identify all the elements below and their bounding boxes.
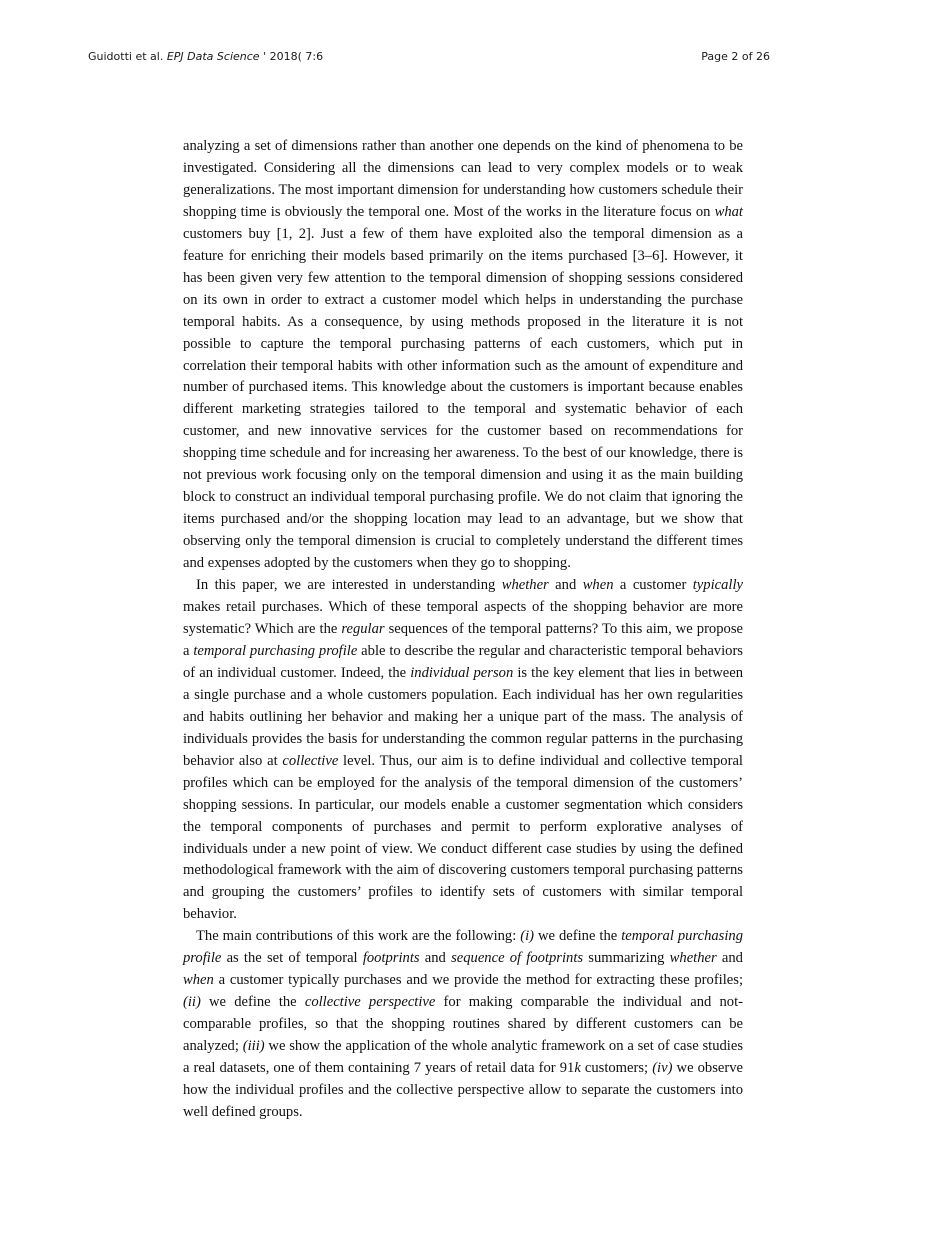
italic-run: collective: [282, 752, 339, 769]
text-run: sequences of the temporal patterns? To this aim, we propose a: [183, 620, 743, 659]
italic-run: footprints: [362, 950, 420, 967]
page-number: Page 2 of 26: [701, 50, 770, 63]
text-run: we observe how the individual profiles and the collective perspective allow to separate the customers into well defined groups.: [183, 1060, 744, 1120]
italic-run: (i): [520, 928, 535, 945]
italic-run: (iv): [652, 1060, 673, 1077]
italic-run: collective perspective: [304, 994, 436, 1011]
text-run: summarizing: [583, 950, 670, 967]
text-run: and: [548, 577, 583, 594]
text-run: able to describe the regular and characteristic temporal behaviors of an individual customer. Indeed, the: [183, 642, 743, 681]
italic-run: when: [183, 972, 214, 989]
italic-run: sequence of footprints: [451, 950, 584, 967]
text-run: customers;: [580, 1060, 653, 1077]
paragraph-2: [183, 575, 743, 926]
text-run: and: [716, 950, 743, 967]
italic-run: (iii): [242, 1038, 265, 1055]
header-authors: Guidotti et al.: [88, 50, 164, 63]
text-run: we define the: [534, 928, 622, 945]
header-citation: [88, 50, 323, 63]
text-run: and: [419, 950, 452, 967]
text-run: for making comparable the individual and not-comparable profiles, so that the shopping routines shared by different customers can be analyzed;: [183, 994, 744, 1055]
italic-run: (ii): [183, 994, 201, 1011]
italic-run: k: [574, 1060, 581, 1077]
italic-run: typically: [692, 577, 743, 594]
italic-run: what: [714, 203, 743, 220]
text-run: as the set of temporal: [221, 950, 363, 967]
text-run: we show the application of the whole analytic framework on a set of case studies a real datasets, one of them containing 7 years of retail data for 91: [183, 1038, 744, 1077]
italic-run: temporal purchasing profile: [183, 928, 743, 967]
text-run: The main contributions of this work are the following:: [196, 928, 521, 945]
header-journal: EPJ Data Science: [166, 50, 260, 63]
italic-run: when: [582, 577, 614, 594]
italic-run: whether: [501, 577, 549, 594]
running-header: [88, 50, 770, 66]
header-article-number: 7:6: [305, 50, 324, 63]
text-run: analyzing a set of dimensions rather than another one depends on the kind of phenomena to be investigated. Considering all the dimensions can lead to very complex models or to weak generalizations. The most important dimension for understanding how customers schedule their shopping time is obviously the temporal one. Most of the works in the literature focus on: [183, 138, 743, 220]
text-run: a customer typically purchases and we provide the method for extracting these profiles;: [213, 972, 743, 989]
italic-run: temporal purchasing profile: [193, 642, 358, 659]
text-run: is the key element that lies in between a single purchase and a whole customers population. Each individual has her own regularities and habits outlining her behavior and making her a unique part of the mass. The analysis of individuals provides the basis for understanding the common regular patterns in the purchasing behavior also at: [183, 664, 743, 769]
italic-run: whether: [669, 950, 717, 967]
text-run: makes retail purchases. Which of these temporal aspects of the shopping behavior are more systematic? Which are the: [183, 599, 743, 637]
paragraph-3: [183, 926, 743, 1124]
text-run: In this paper, we are interested in understanding: [196, 577, 502, 594]
header-year: ' 2018(: [263, 50, 302, 63]
italic-run: individual person: [410, 664, 514, 681]
text-run: we define the: [200, 994, 305, 1011]
body-text: [183, 136, 743, 1124]
text-run: customers buy [1, 2]. Just a few of them have exploited also the temporal dimension as a feature for enriching their models based primarily on the items purchased [3–6]. However, it has been given very few attention to the temporal dimension of shopping sessions considered on its own in order to extract a customer model which helps in understanding the purchase temporal habits. As a consequence, by using methods proposed in the literature it is not possible to capture the temporal purchasing patterns of each customers, which put in correlation their temporal habits with other information such as the amount of expenditure and number of purchased items. This knowledge about the customers is important because enables different marketing strategies tailored to the temporal and systematic behavior of each customer, and new innovative services for the customer based on recommendations for shopping time schedule and for increasing her awareness. To the best of our knowledge, there is not previous work focusing only on the temporal dimension and using it as the main building block to construct an individual temporal purchasing profile. We do not claim that ignoring the items purchased and/or the shopping location may lead to an advantage, but we show that observing only the temporal dimension is crucial to completely understand the different times and expenses adopted by the customers when they go to shopping.: [183, 225, 743, 572]
italic-run: regular: [341, 620, 385, 637]
text-run: level. Thus, our aim is to define individual and collective temporal profiles which can be employed for the analysis of the temporal dimension of the customers’ shopping sessions. In particular, our models enable a customer segmentation which considers the temporal components of purchases and permit to perform explorative analyses of individuals under a new point of view. We conduct different case studies by using the defined methodological framework with the aim of discovering customers temporal purchasing patterns and grouping the customers’ profiles to identify sets of customers with similar temporal behavior.: [183, 752, 743, 923]
text-run: a customer: [613, 577, 693, 594]
paragraph-1: [183, 136, 743, 575]
